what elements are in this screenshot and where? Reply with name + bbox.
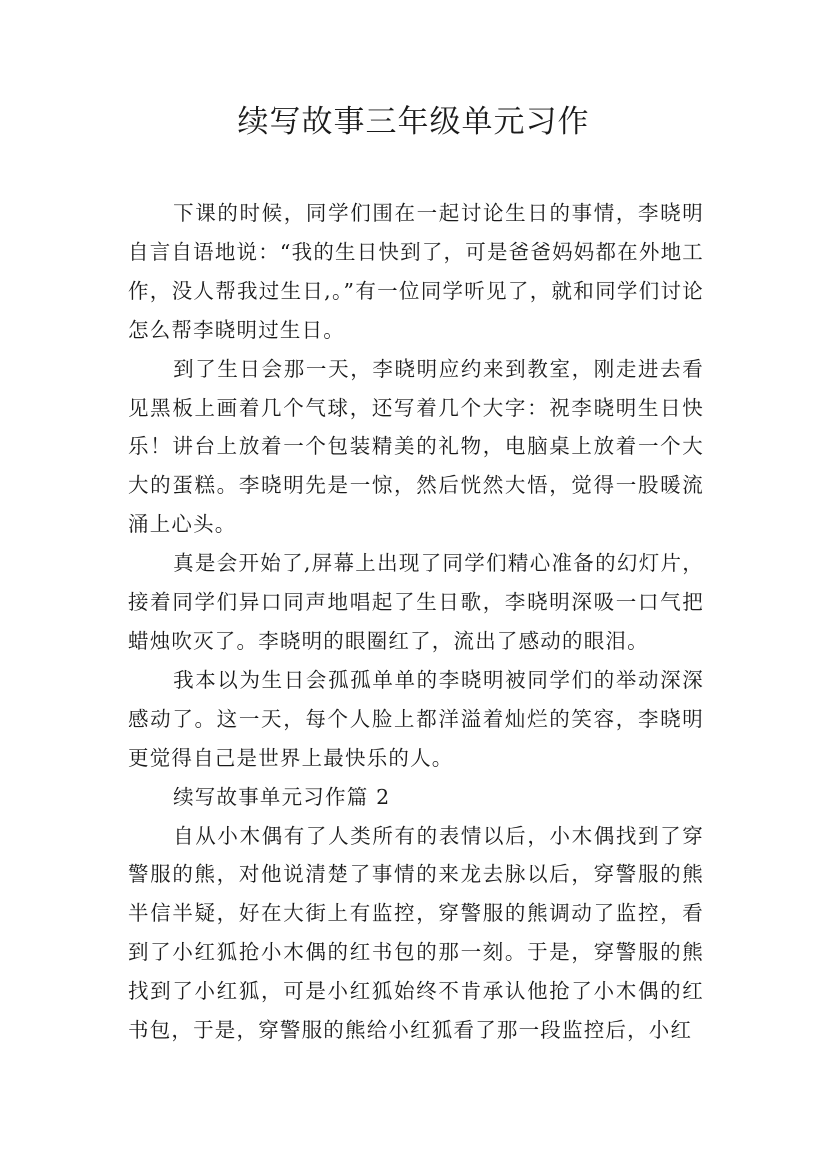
document-body bbox=[128, 194, 704, 1050]
paragraph-4: 我本以为生日会孤孤单单的李晓明被同学们的举动深深感动了。这一天，每个人脸上都洋溢着灿烂的笑容，李晓明更觉得自己是世界上最快乐的人。 bbox=[128, 667, 704, 770]
paragraph-5: 自从小木偶有了人类所有的表情以后，小木偶找到了穿警服的熊，对他说清楚了事情的来龙去脉以后，穿警服的熊半信半疑，好在大街上有监控，穿警服的熊调动了监控，看到了小红狐抢小木偶的红书包的那一刻。于是，穿警服的熊找到了小红狐，可是小红狐始终不肯承认他抢了小木偶的红书包，于是，穿警服的熊给小红狐看了那一段监控后，小红 bbox=[128, 823, 704, 1043]
document-title: 续写故事三年级单元习作 bbox=[237, 104, 590, 140]
paragraph-3: 真是会开始了,屏幕上出现了同学们精心准备的幻灯片，接着同学们异口同声地唱起了生日歌，李晓明深吸一口气把蜡烛吹灭了。李晓明的眼圈红了，流出了感动的眼泪。 bbox=[128, 551, 704, 653]
paragraph-1: 下课的时候，同学们围在一起讨论生日的事情，李晓明自言自语地说：“我的生日快到了，可是爸爸妈妈都在外地工作，没人帮我过生日,。”有一位同学听见了，就和同学们讨论怎么帮李晓明过生日。 bbox=[128, 201, 704, 342]
section-subheading: 续写故事单元习作篇 2 bbox=[173, 784, 391, 809]
paragraph-2: 到了生日会那一天，李晓明应约来到教室，刚走进去看见黑板上画着几个气球，还写着几个大字：祝李晓明生日快乐！讲台上放着一个包装精美的礼物，电脑桌上放着一个大大的蛋糕。李晓明先是一惊，然后恍然大悟，觉得一股暖流涌上心头。 bbox=[128, 356, 704, 537]
